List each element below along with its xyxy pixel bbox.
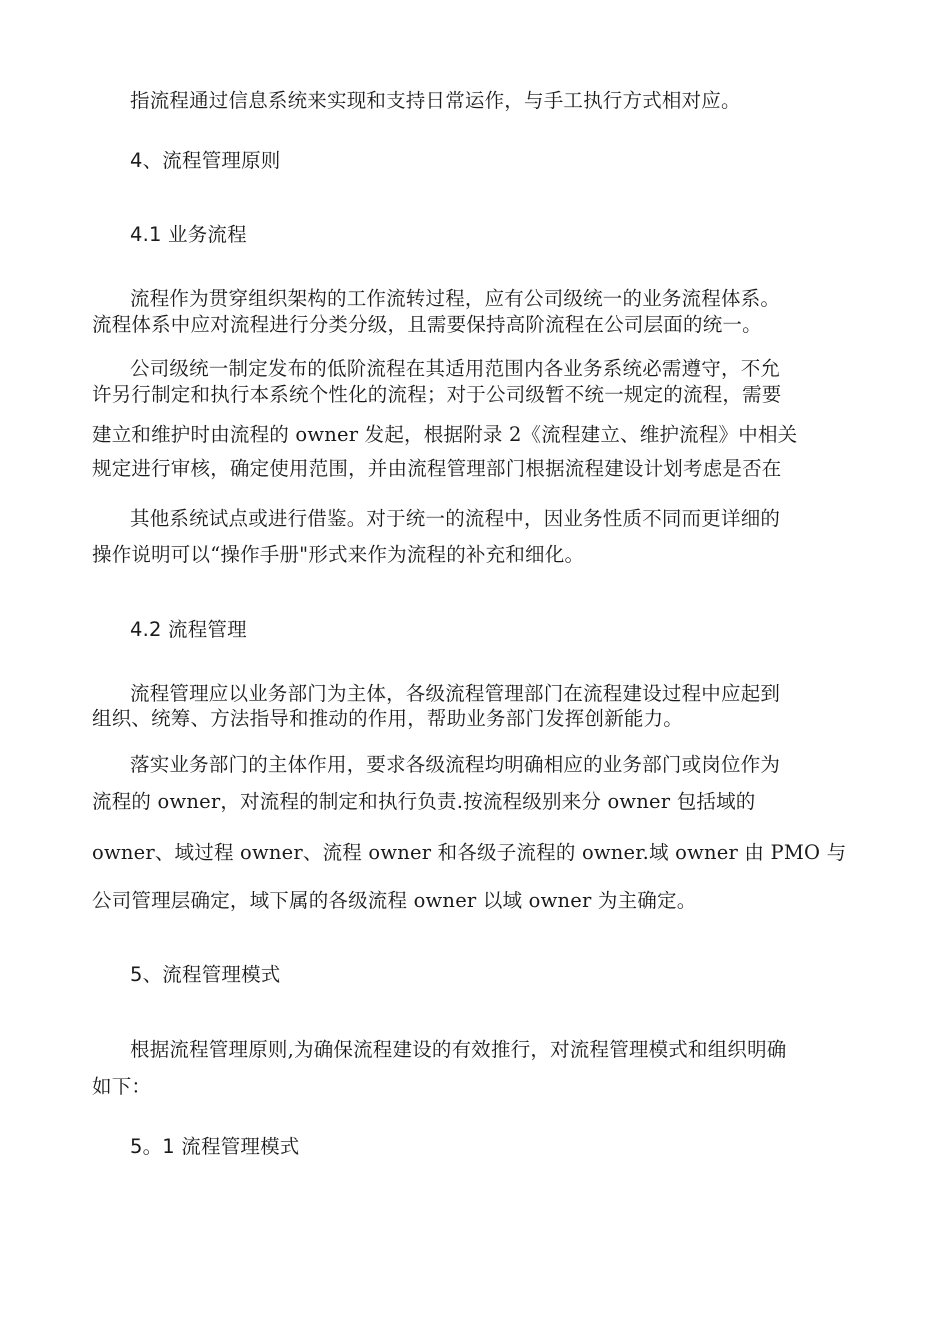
paragraph-line: 流程的 owner，对流程的制定和执行负责.按流程级别来分 owner 包括域的 xyxy=(92,790,756,813)
paragraph-line: 落实业务部门的主体作用，要求各级流程均明确相应的业务部门或岗位作为 xyxy=(130,753,781,776)
section-heading-5: 5、流程管理模式 xyxy=(130,963,281,986)
subsection-heading-4-1: 4.1 业务流程 xyxy=(130,223,247,246)
paragraph-line: 如下： xyxy=(92,1075,152,1098)
paragraph-line: 许另行制定和执行本系统个性化的流程；对于公司级暂不统一规定的流程，需要 xyxy=(92,383,782,406)
paragraph-line: owner、域过程 owner、流程 owner 和各级子流程的 owner.域 owner 由 PMO 与 xyxy=(92,841,847,864)
paragraph-line: 操作说明可以“操作手册"形式来作为流程的补充和细化。 xyxy=(92,543,585,566)
subsection-heading-5-1: 5。1 流程管理模式 xyxy=(130,1135,300,1158)
paragraph-line: 流程管理应以业务部门为主体，各级流程管理部门在流程建设过程中应起到 xyxy=(130,682,781,705)
paragraph-line: 公司级统一制定发布的低阶流程在其适用范围内各业务系统必需遵守，不允 xyxy=(130,357,781,380)
section-heading-4: 4、流程管理原则 xyxy=(130,149,281,172)
paragraph-line: 流程体系中应对流程进行分类分级，且需要保持高阶流程在公司层面的统一。 xyxy=(92,313,762,336)
paragraph-line: 建立和维护时由流程的 owner 发起，根据附录 2《流程建立、维护流程》中相关 xyxy=(92,423,798,446)
paragraph-line: 公司管理层确定，域下属的各级流程 owner 以域 owner 为主确定。 xyxy=(92,889,697,912)
paragraph-line: 指流程通过信息系统来实现和支持日常运作，与手工执行方式相对应。 xyxy=(130,89,741,112)
paragraph-line: 规定进行审核，确定使用范围，并由流程管理部门根据流程建设计划考虑是否在 xyxy=(92,457,782,480)
paragraph-line: 流程作为贯穿组织架构的工作流转过程，应有公司级统一的业务流程体系。 xyxy=(130,287,781,310)
paragraph-line: 根据流程管理原则,为确保流程建设的有效推行，对流程管理模式和组织明确 xyxy=(130,1038,787,1061)
paragraph-line: 组织、统筹、方法指导和推动的作用，帮助业务部门发挥创新能力。 xyxy=(92,707,684,730)
subsection-heading-4-2: 4.2 流程管理 xyxy=(130,618,247,641)
paragraph-line: 其他系统试点或进行借鉴。对于统一的流程中，因业务性质不同而更详细的 xyxy=(130,507,781,530)
